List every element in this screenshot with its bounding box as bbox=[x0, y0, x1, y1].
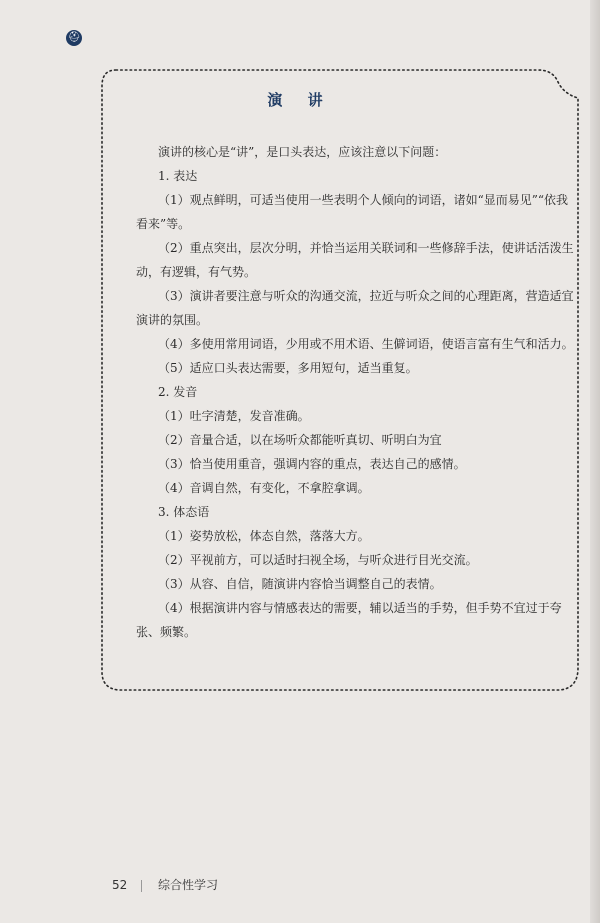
group-heading: 2. 发音 bbox=[158, 385, 198, 399]
list-item: （5）适应口头表达需要，多用短句，适当重复。 bbox=[158, 361, 418, 375]
series-logo-icon: ⛑ bbox=[66, 30, 82, 46]
footer-section-name: 综合性学习 bbox=[157, 878, 218, 892]
list-item: （4）多使用常用词语，少用或不用术语、生僻词语，使语言富有生气和活力。 bbox=[158, 337, 574, 351]
list-item: （3）从容、自信，随演讲内容恰当调整自己的表情。 bbox=[158, 577, 442, 591]
list-item: （4）音调自然，有变化，不拿腔拿调。 bbox=[158, 481, 370, 495]
list-item: （3）恰当使用重音，强调内容的重点，表达自己的感情。 bbox=[158, 457, 466, 471]
section-body bbox=[136, 140, 576, 644]
section-title: 演 讲 bbox=[267, 91, 333, 109]
page-edge-shadow bbox=[590, 0, 600, 923]
page-number: 52 bbox=[112, 878, 128, 892]
list-item: （2）平视前方，可以适时扫视全场，与听众进行目光交流。 bbox=[158, 553, 478, 567]
list-item: （1）观点鲜明，可适当使用一些表明个人倾向的词语，诸如“显而易见”“依我看来”等。 bbox=[136, 193, 569, 231]
group-heading: 3. 体态语 bbox=[158, 505, 210, 519]
group-heading: 1. 表达 bbox=[158, 169, 198, 183]
list-item: （1）吐字清楚，发音准确。 bbox=[158, 409, 310, 423]
intro-paragraph: 演讲的核心是“讲”，是口头表达，应该注意以下问题： bbox=[158, 145, 447, 159]
list-item: （1）姿势放松，体态自然，落落大方。 bbox=[158, 529, 370, 543]
page-footer bbox=[112, 876, 218, 893]
footer-divider bbox=[141, 880, 142, 892]
list-item: （2）重点突出，层次分明，并恰当运用关联词和一些修辞手法，使讲话活泼生动，有逻辑，有气势。 bbox=[136, 241, 574, 279]
list-item: （3）演讲者要注意与听众的沟通交流，拉近与听众之间的心理距离，营造适宜演讲的氛围。 bbox=[136, 289, 574, 327]
list-item: （2）音量合适，以在场听众都能听真切、听明白为宜 bbox=[158, 433, 442, 447]
list-item: （4）根据演讲内容与情感表达的需要，辅以适当的手势，但手势不宜过于夸张、频繁。 bbox=[136, 601, 562, 639]
